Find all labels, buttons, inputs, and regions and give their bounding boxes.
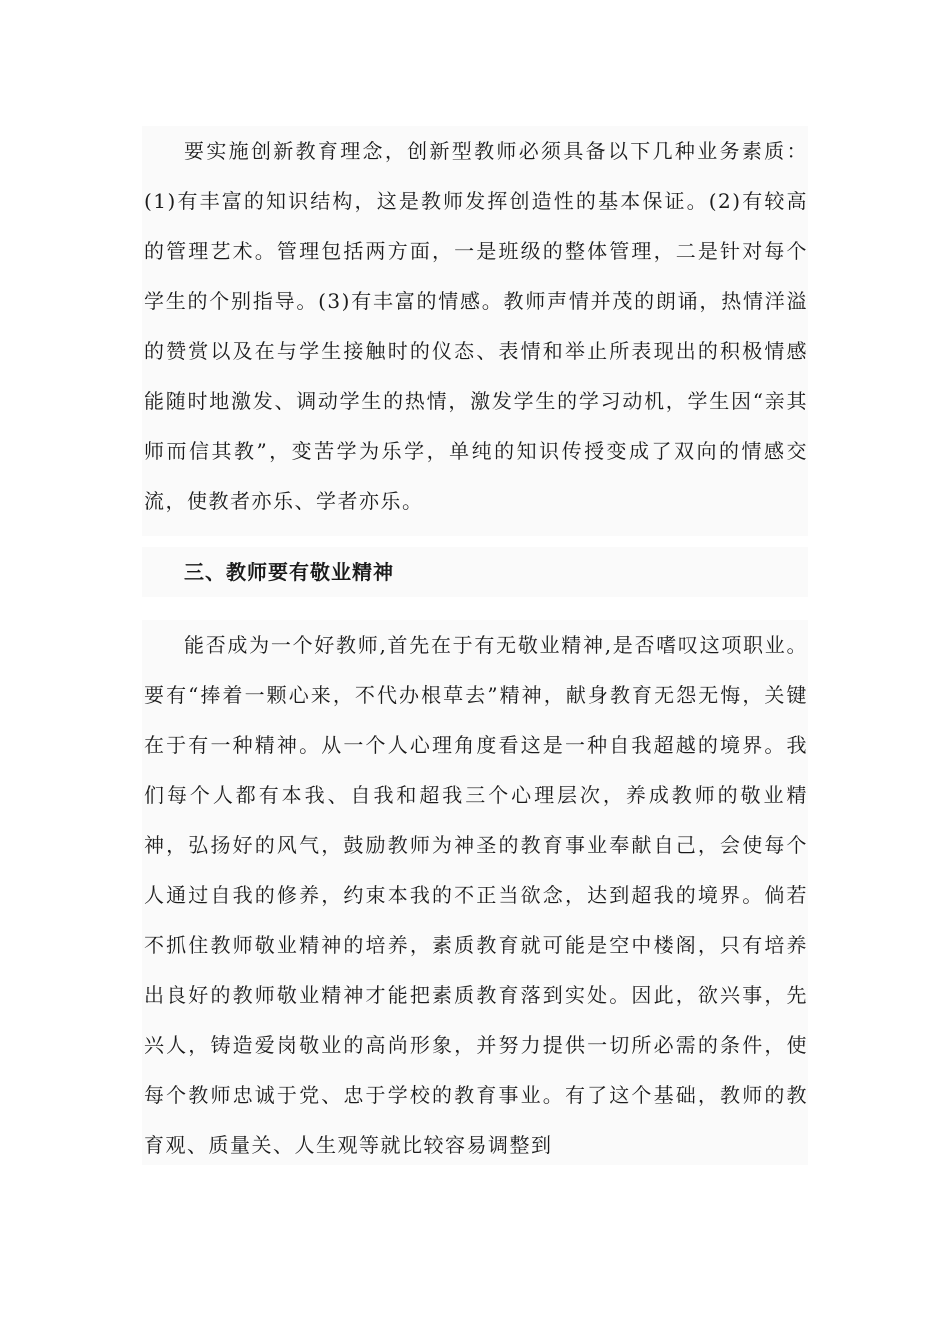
paragraph-block-teacher-qualities bbox=[142, 126, 808, 536]
section-heading-block bbox=[142, 547, 808, 597]
paragraph-dedication: 能否成为一个好教师,首先在于有无敬业精神,是否嗜叹这项职业。要有“捧着一颗心来，不代办根草去”精神，献身教育无怨无悔，关键在于有一种精神。从一个人心理角度看这是一种自我超越的境界。我们每个人都有本我、自我和超我三个心理层次，养成教师的敬业精神，弘扬好的风气，鼓励教师为神圣的教育事业奉献自己，会使每个人通过自我的修养，约束本我的不正当欲念，达到超我的境界。倘若不抓住教师敬业精神的培养，素质教育就可能是空中楼阁，只有培养出良好的教师敬业精神才能把素质教育落到实处。因此，欲兴事，先兴人，铸造爱岗敬业的高尚形象，并努力提供一切所必需的条件，使每个教师忠诚于党、忠于学校的教育事业。有了这个基础，教师的教育观、质量关、人生观等就比较容易调整到 bbox=[144, 633, 808, 1157]
paragraph-block-dedication bbox=[142, 620, 808, 1165]
paragraph-teacher-qualities: 要实施创新教育理念，创新型教师必须具备以下几种业务素质：(1)有丰富的知识结构，这是教师发挥创造性的基本保证。(2)有较高的管理艺术。管理包括两方面，一是班级的整体管理，二是针对每个学生的个别指导。(3)有丰富的情感。教师声情并茂的朗诵，热情洋溢的赞赏以及在与学生接触时的仪态、表情和举止所表现出的积极情感能随时地激发、调动学生的热情，激发学生的学习动机，学生因“亲其师而信其教”，变苦学为乐学，单纯的知识传授变成了双向的情感交流，使教者亦乐、学者亦乐。 bbox=[144, 139, 808, 513]
section-heading: 三、教师要有敬业精神 bbox=[184, 560, 394, 584]
